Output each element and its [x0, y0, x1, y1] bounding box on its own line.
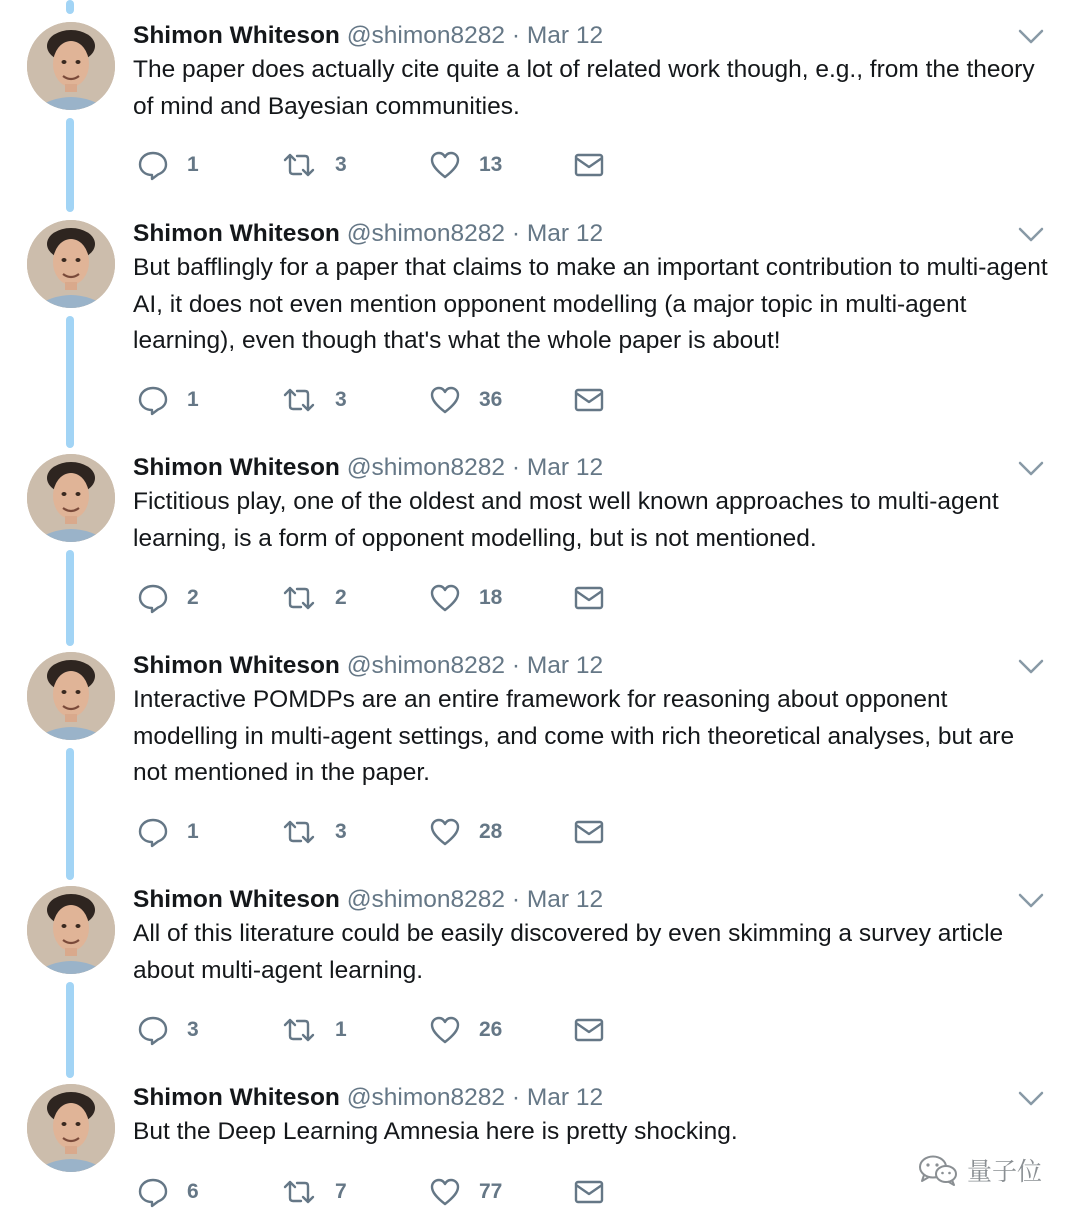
direct-message-button[interactable]	[573, 382, 605, 418]
like-button[interactable]	[429, 1174, 502, 1210]
tweet-header	[133, 18, 603, 54]
retweet-count: 2	[335, 586, 347, 609]
like-button[interactable]	[429, 147, 502, 183]
tweet-text: But bafflingly for a paper that claims to make an important contribution to multi-agent AI, it does not even mention opponent modelling (a major topic in multi-agent learning), even though that's what the whole paper is about!	[133, 254, 1048, 354]
avatar-portrait-icon	[27, 220, 115, 308]
tweet-actions	[133, 1012, 653, 1048]
tweet-date[interactable]: Mar 12	[526, 220, 604, 247]
tweet-date[interactable]: Mar 12	[526, 454, 604, 481]
author-name[interactable]: Shimon Whiteson	[133, 220, 340, 247]
tweet-actions	[133, 580, 653, 616]
author-name[interactable]: Shimon Whiteson	[133, 652, 340, 679]
tweet-actions	[133, 147, 653, 183]
envelope-icon	[573, 1176, 605, 1208]
reply-count: 1	[187, 153, 199, 176]
reply-button[interactable]	[137, 580, 199, 616]
reply-count: 6	[187, 1180, 199, 1203]
tweet-header	[133, 882, 603, 918]
retweet-button[interactable]	[281, 814, 347, 850]
author-name[interactable]: Shimon Whiteson	[133, 22, 340, 49]
like-button[interactable]	[429, 382, 502, 418]
tweet-date[interactable]: Mar 12	[526, 886, 604, 913]
retweet-icon	[281, 1176, 317, 1208]
reply-icon	[137, 816, 169, 848]
retweet-count: 3	[335, 820, 347, 843]
reply-button[interactable]	[137, 382, 199, 418]
thread-line	[66, 316, 74, 448]
tweet-text: Interactive POMDPs are an entire framework for reasoning about opponent modelling in multi-agent settings, and come with rich theoretical analyses, but are not mentioned in the paper.	[133, 686, 1015, 786]
like-count: 18	[479, 586, 503, 609]
watermark	[917, 1150, 1042, 1190]
tweet-text: The paper does actually cite quite a lot of related work though, e.g., from the theory of mind and Bayesian communities.	[133, 56, 1035, 120]
chevron-down-icon[interactable]	[1018, 226, 1044, 244]
chevron-down-icon[interactable]	[1018, 658, 1044, 676]
thread-line	[66, 550, 74, 646]
tweet-actions	[133, 1174, 653, 1210]
header-separator: ·	[511, 886, 521, 913]
avatar[interactable]	[27, 886, 115, 974]
like-count: 36	[479, 388, 503, 411]
retweet-icon	[281, 816, 317, 848]
author-name[interactable]: Shimon Whiteson	[133, 886, 340, 913]
author-handle[interactable]: @shimon8282	[346, 220, 506, 247]
avatar-portrait-icon	[27, 22, 115, 110]
reply-icon	[137, 1014, 169, 1046]
tweet-actions	[133, 814, 653, 850]
author-name[interactable]: Shimon Whiteson	[133, 1084, 340, 1111]
reply-count: 1	[187, 388, 199, 411]
author-name[interactable]: Shimon Whiteson	[133, 454, 340, 481]
reply-icon	[137, 149, 169, 181]
avatar-portrait-icon	[27, 652, 115, 740]
like-count: 26	[479, 1018, 503, 1041]
retweet-icon	[281, 1014, 317, 1046]
direct-message-button[interactable]	[573, 580, 605, 616]
envelope-icon	[573, 816, 605, 848]
thread-line	[66, 0, 74, 14]
chevron-down-icon[interactable]	[1018, 892, 1044, 910]
reply-button[interactable]	[137, 1174, 199, 1210]
tweet-date[interactable]: Mar 12	[526, 22, 604, 49]
wechat-logo-icon	[917, 1154, 959, 1186]
envelope-icon	[573, 1014, 605, 1046]
retweet-icon	[281, 582, 317, 614]
author-handle[interactable]: @shimon8282	[346, 886, 506, 913]
tweet-actions	[133, 382, 653, 418]
reply-icon	[137, 1176, 169, 1208]
heart-icon	[429, 384, 461, 416]
avatar[interactable]	[27, 220, 115, 308]
avatar-portrait-icon	[27, 886, 115, 974]
heart-icon	[429, 816, 461, 848]
author-handle[interactable]: @shimon8282	[346, 1084, 506, 1111]
retweet-count: 1	[335, 1018, 347, 1041]
reply-icon	[137, 384, 169, 416]
envelope-icon	[573, 149, 605, 181]
header-separator: ·	[511, 220, 521, 247]
direct-message-button[interactable]	[573, 1174, 605, 1210]
retweet-count: 3	[335, 153, 347, 176]
avatar[interactable]	[27, 22, 115, 110]
retweet-button[interactable]	[281, 580, 347, 616]
retweet-icon	[281, 384, 317, 416]
retweet-button[interactable]	[281, 1012, 347, 1048]
tweet-text: All of this literature could be easily discovered by even skimming a survey article about multi-agent learning.	[133, 920, 1004, 984]
envelope-icon	[573, 582, 605, 614]
thread-line	[66, 748, 74, 880]
avatar[interactable]	[27, 1084, 115, 1172]
header-separator: ·	[511, 454, 521, 481]
heart-icon	[429, 1176, 461, 1208]
avatar[interactable]	[27, 652, 115, 740]
tweet-header	[133, 648, 603, 684]
reply-icon	[137, 582, 169, 614]
retweet-icon	[281, 149, 317, 181]
chevron-down-icon[interactable]	[1018, 28, 1044, 46]
reply-button[interactable]	[137, 1012, 199, 1048]
tweet-header	[133, 216, 603, 252]
tweet-date[interactable]: Mar 12	[526, 652, 604, 679]
thread-line	[66, 118, 74, 212]
reply-button[interactable]	[137, 147, 199, 183]
direct-message-button[interactable]	[573, 147, 605, 183]
reply-count: 2	[187, 586, 199, 609]
author-handle[interactable]: @shimon8282	[346, 22, 506, 49]
tweet-header	[133, 450, 603, 486]
chevron-down-icon[interactable]	[1018, 460, 1044, 478]
retweet-button[interactable]	[281, 147, 347, 183]
like-button[interactable]	[429, 1012, 502, 1048]
heart-icon	[429, 149, 461, 181]
header-separator: ·	[511, 1084, 521, 1111]
like-count: 13	[479, 153, 503, 176]
direct-message-button[interactable]	[573, 1012, 605, 1048]
tweet-text: But the Deep Learning Amnesia here is pretty shocking.	[133, 1118, 738, 1145]
like-count: 28	[479, 820, 503, 843]
watermark-text: 量子位	[967, 1157, 1043, 1186]
heart-icon	[429, 1014, 461, 1046]
like-count: 77	[479, 1180, 503, 1203]
reply-count: 1	[187, 820, 199, 843]
author-handle[interactable]: @shimon8282	[346, 652, 506, 679]
author-handle[interactable]: @shimon8282	[346, 454, 506, 481]
tweet-header	[133, 1080, 603, 1116]
retweet-button[interactable]	[281, 382, 347, 418]
avatar-portrait-icon	[27, 454, 115, 542]
retweet-count: 7	[335, 1180, 347, 1203]
retweet-count: 3	[335, 388, 347, 411]
tweet-date[interactable]: Mar 12	[526, 1084, 604, 1111]
tweet-text: Fictitious play, one of the oldest and most well known approaches to multi-agent learning, is a form of opponent modelling, but is not mentioned.	[133, 488, 999, 552]
retweet-button[interactable]	[281, 1174, 347, 1210]
reply-button[interactable]	[137, 814, 199, 850]
header-separator: ·	[511, 652, 521, 679]
avatar[interactable]	[27, 454, 115, 542]
direct-message-button[interactable]	[573, 814, 605, 850]
like-button[interactable]	[429, 814, 502, 850]
like-button[interactable]	[429, 580, 502, 616]
reply-count: 3	[187, 1018, 199, 1041]
header-separator: ·	[511, 22, 521, 49]
thread-line	[66, 982, 74, 1078]
heart-icon	[429, 582, 461, 614]
avatar-portrait-icon	[27, 1084, 115, 1172]
envelope-icon	[573, 384, 605, 416]
chevron-down-icon[interactable]	[1018, 1090, 1044, 1108]
